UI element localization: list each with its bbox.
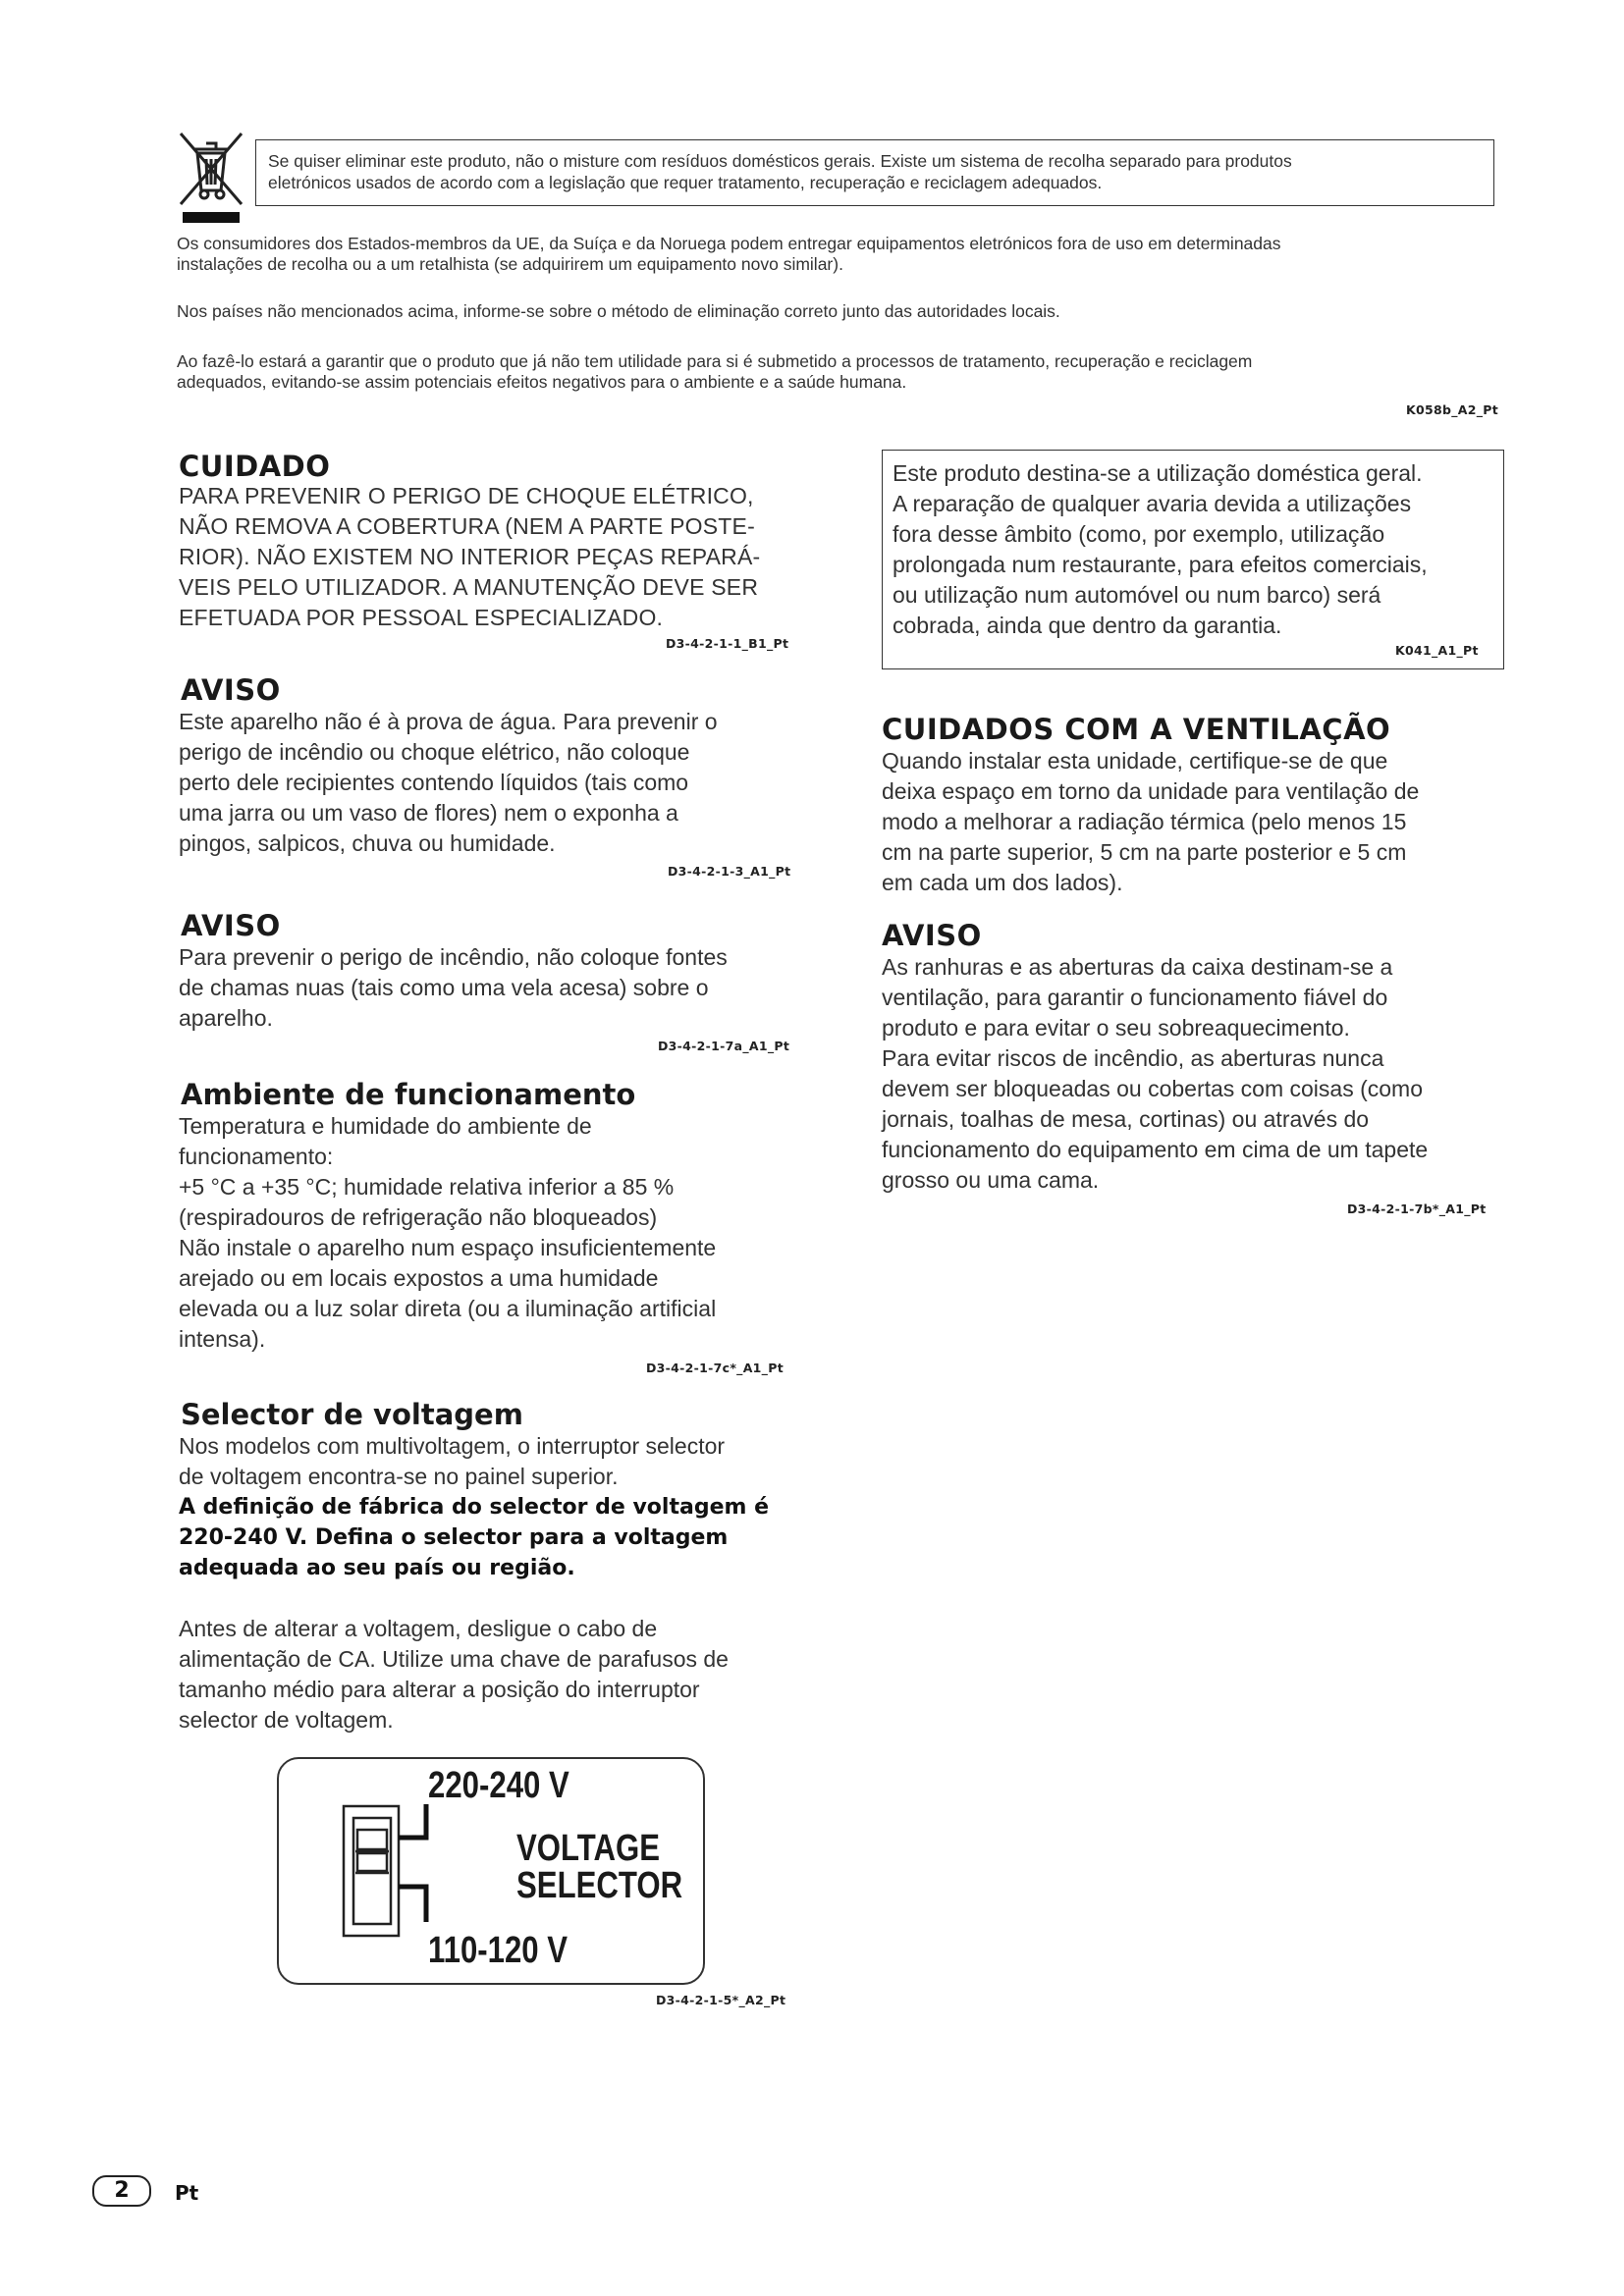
- selector-instructions: [179, 1614, 807, 1735]
- text-line: pingos, salpicos, chuva ou humidade.: [179, 830, 556, 856]
- text-line: jornais, toalhas de mesa, cortinas) ou através do: [882, 1106, 1370, 1132]
- text-line: Para prevenir o perigo de incêndio, não coloque fontes: [179, 944, 728, 970]
- text-line: modo a melhorar a radiação térmica (pelo menos 15: [882, 809, 1407, 834]
- text-line: devem ser bloqueadas ou cobertas com coisas (como: [882, 1076, 1424, 1101]
- ventilacao-heading: CUIDADOS COM A VENTILAÇÃO: [882, 713, 1391, 746]
- text-line: Quando instalar esta unidade, certifique-se de que: [882, 748, 1388, 774]
- text-line: Nos modelos com multivoltagem, o interruptor selector: [179, 1433, 726, 1459]
- text-line: perto dele recipientes contendo líquidos (tais como: [179, 770, 689, 795]
- reference-code: K058b_A2_Pt: [1406, 402, 1499, 417]
- text-line: RIOR). NÃO EXISTEM NO INTERIOR PEÇAS REPARÁ-: [179, 544, 761, 569]
- text-line: selector de voltagem.: [179, 1707, 394, 1733]
- text-line: em cada um dos lados).: [882, 870, 1123, 895]
- text-line: SELECTOR: [516, 1865, 683, 1906]
- text-line: Ao fazê-lo estará a garantir que o produto que já não tem utilidade para si é submetido a processos de tratamento, recuperação e reciclagem: [177, 351, 1253, 371]
- ventilacao-text: [882, 746, 1510, 898]
- text-line: A reparação de qualquer avaria devida a utilizações: [893, 491, 1412, 516]
- text-line: deixa espaço em torno da unidade para ventilação de: [882, 778, 1420, 804]
- reference-code: D3-4-2-1-1_B1_Pt: [666, 636, 789, 651]
- reference-code: D3-4-2-1-7a_A1_Pt: [658, 1039, 790, 1053]
- text-line: EFETUADA POR PESSOAL ESPECIALIZADO.: [179, 605, 664, 630]
- selector-text: [179, 1431, 807, 1492]
- text-line: instalações de recolha ou a um retalhista (se adquirirem um equipamento novo similar).: [177, 254, 843, 274]
- reference-code: D3-4-2-1-7b*_A1_Pt: [1347, 1201, 1487, 1216]
- text-line: arejado ou em locais expostos a uma humidade: [179, 1265, 659, 1291]
- cuidado-text: [179, 481, 807, 633]
- domestic-use-text: [893, 458, 1495, 641]
- text-line: de voltagem encontra-se no painel superior.: [179, 1464, 619, 1489]
- voltage-low-label: 110-120 V: [428, 1930, 568, 1971]
- text-line: intensa).: [179, 1326, 266, 1352]
- reference-code: K041_A1_Pt: [1395, 643, 1479, 658]
- text-line: tamanho médio para alterar a posição do interruptor: [179, 1677, 700, 1702]
- selector-factory-setting: [179, 1492, 807, 1583]
- disposal-notice: [177, 128, 1498, 226]
- text-line: ou utilização num automóvel ou num barco) será: [893, 582, 1381, 608]
- text-line: adequada ao seu país ou região.: [179, 1556, 575, 1580]
- voltage-selector-label: [516, 1830, 682, 1904]
- text-line: funcionamento:: [179, 1144, 334, 1169]
- cuidado-heading: CUIDADO: [179, 450, 331, 483]
- text-line: Para evitar riscos de incêndio, as aberturas nunca: [882, 1045, 1384, 1071]
- aviso-ventilation-text: [882, 952, 1510, 1196]
- text-line: funcionamento do equipamento em cima de um tapete: [882, 1137, 1429, 1162]
- ambiente-text: [179, 1111, 807, 1355]
- disposal-paragraph-3: [177, 351, 1252, 393]
- page-number: 2: [92, 2175, 151, 2207]
- text-line: cm na parte superior, 5 cm na parte posterior e 5 cm: [882, 839, 1407, 865]
- text-line: perigo de incêndio ou choque elétrico, não coloque: [179, 739, 690, 765]
- disposal-paragraph-1: [177, 234, 1281, 275]
- text-line: ventilação, para garantir o funcionamento fiável do: [882, 985, 1388, 1010]
- text-line: Antes de alterar a voltagem, desligue o cabo de: [179, 1616, 658, 1641]
- text-line: uma jarra ou um vaso de flores) nem o exponha a: [179, 800, 678, 826]
- aviso-fire-text: [179, 942, 807, 1034]
- text-line: PARA PREVENIR O PERIGO DE CHOQUE ELÉTRICO,: [179, 483, 754, 508]
- text-line: de chamas nuas (tais como uma vela acesa) sobre o: [179, 975, 709, 1000]
- text-line: Temperatura e humidade do ambiente de: [179, 1113, 592, 1139]
- text-line: Não instale o aparelho num espaço insuficientemente: [179, 1235, 717, 1260]
- text-line: 220-240 V. Defina o selector para a voltagem: [179, 1525, 729, 1550]
- language-code: Pt: [175, 2181, 199, 2205]
- text-line: A definição de fábrica do selector de voltagem é: [179, 1495, 769, 1520]
- aviso-water-text: [179, 707, 807, 859]
- reference-code: D3-4-2-1-5*_A2_Pt: [656, 1993, 786, 2007]
- text-line: produto e para evitar o seu sobreaquecimento.: [882, 1015, 1350, 1041]
- aviso-heading: AVISO: [181, 673, 281, 707]
- text-line: grosso ou uma cama.: [882, 1167, 1100, 1193]
- text-line: elevada ou a luz solar direta (ou a iluminação artificial: [179, 1296, 717, 1321]
- voltage-selector-diagram: [277, 1757, 705, 1985]
- disposal-box: [255, 139, 1494, 206]
- text-line: VEIS PELO UTILIZADOR. A MANUTENÇÃO DEVE SER: [179, 574, 759, 600]
- text-line: NÃO REMOVA A COBERTURA (NEM A PARTE POSTE-: [179, 513, 755, 539]
- disposal-box-line: eletrónicos usados de acordo com a legislação que requer tratamento, recuperação e reciclagem adequados.: [268, 173, 1103, 192]
- text-line: Este produto destina-se a utilização doméstica geral.: [893, 460, 1423, 486]
- text-line: As ranhuras e as aberturas da caixa destinam-se a: [882, 954, 1393, 980]
- aviso-heading: AVISO: [181, 909, 281, 942]
- domestic-use-box: [882, 450, 1504, 669]
- text-line: cobrada, ainda que dentro da garantia.: [893, 613, 1282, 638]
- text-line: Este aparelho não é à prova de água. Para prevenir o: [179, 709, 718, 734]
- text-line: alimentação de CA. Utilize uma chave de parafusos de: [179, 1646, 729, 1672]
- text-line: +5 °C a +35 °C; humidade relativa inferior a 85 %: [179, 1174, 675, 1200]
- text-line: aparelho.: [179, 1005, 273, 1031]
- ambiente-heading: Ambiente de funcionamento: [181, 1078, 636, 1111]
- selector-heading: Selector de voltagem: [181, 1398, 523, 1431]
- text-line: Os consumidores dos Estados-membros da UE, da Suíça e da Noruega podem entregar equipamentos eletrónicos fora de uso em determinadas: [177, 234, 1281, 253]
- reference-code: D3-4-2-1-7c*_A1_Pt: [646, 1361, 784, 1375]
- disposal-paragraph-2: Nos países não mencionados acima, informe-se sobre o método de eliminação correto junto das autoridades locais.: [177, 301, 1060, 321]
- text-line: VOLTAGE: [516, 1828, 660, 1869]
- text-line: (respiradouros de refrigeração não bloqueados): [179, 1204, 658, 1230]
- voltage-high-label: 220-240 V: [428, 1765, 569, 1806]
- aviso-heading: AVISO: [882, 919, 982, 952]
- text-line: prolongada num restaurante, para efeitos comerciais,: [893, 552, 1428, 577]
- text-line: adequados, evitando-se assim potenciais efeitos negativos para o ambiente e a saúde humana.: [177, 372, 907, 392]
- text-line: fora desse âmbito (como, por exemplo, utilização: [893, 521, 1385, 547]
- disposal-box-line: Se quiser eliminar este produto, não o misture com resíduos domésticos gerais. Existe um sistema de recolha separado para produtos: [268, 151, 1292, 171]
- reference-code: D3-4-2-1-3_A1_Pt: [668, 864, 791, 879]
- crossed-bin-icon: [177, 128, 245, 226]
